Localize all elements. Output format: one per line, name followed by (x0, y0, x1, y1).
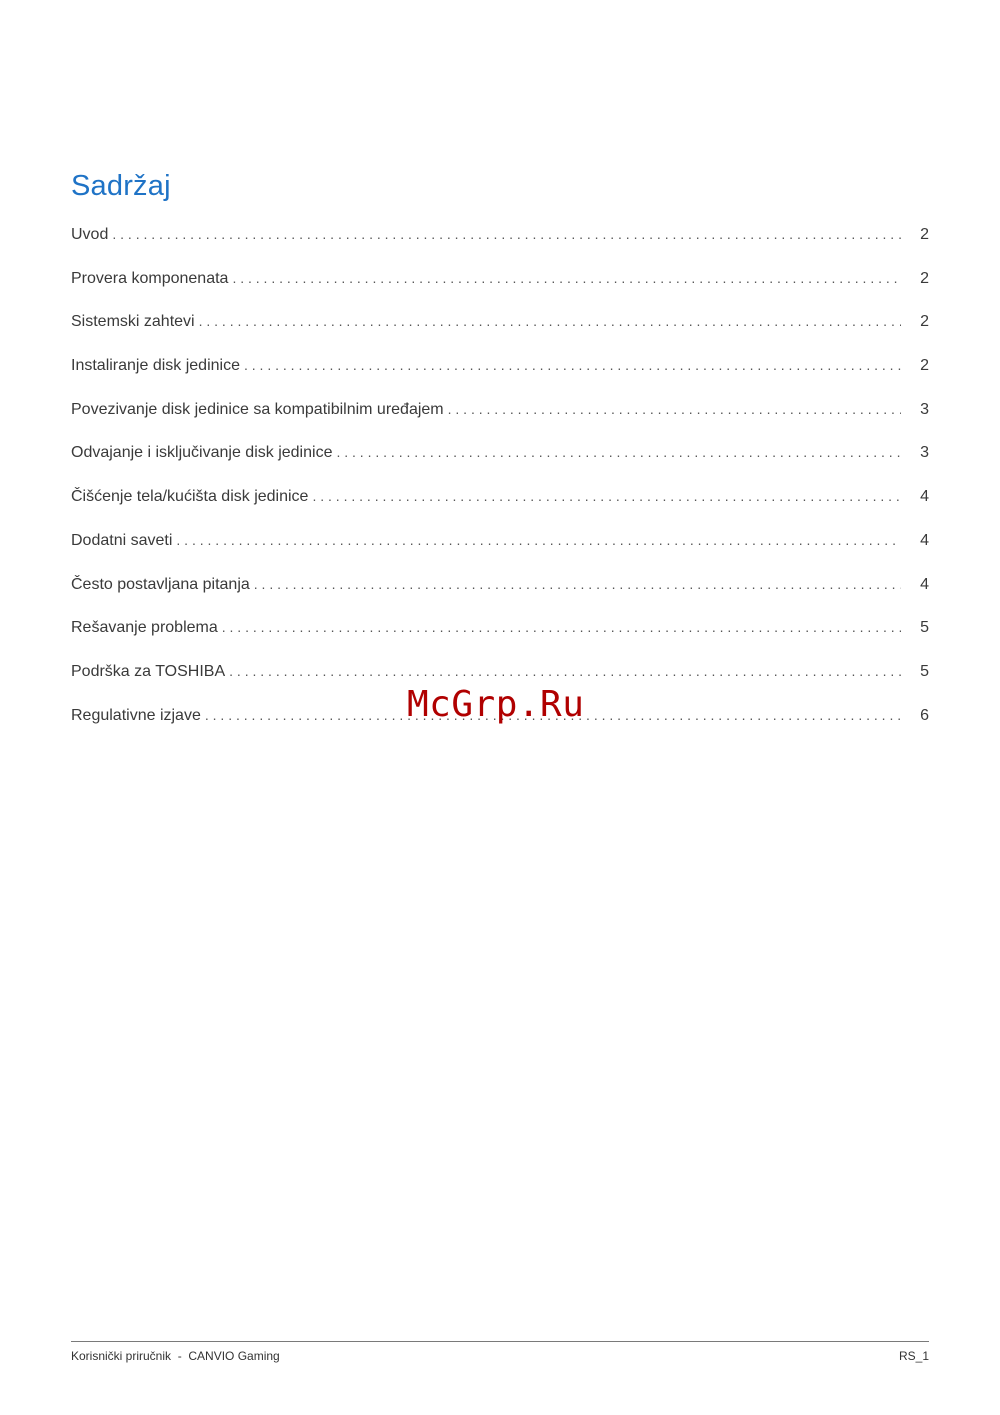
toc-entry-cesto-postavljana-pitanja[interactable] (71, 576, 929, 620)
toc-entry-label: Odvajanje i isključivanje disk jedinice (71, 444, 333, 462)
toc-page-number: 3 (920, 400, 929, 418)
toc-entry-dodatni-saveti[interactable] (71, 532, 929, 576)
toc-page-number: 5 (920, 619, 929, 637)
toc-entry-label: Provera komponenata (71, 269, 229, 287)
toc-page-number: 3 (920, 444, 929, 462)
toc-page-number: 6 (920, 706, 929, 724)
toc-entry-label: Rešavanje problema (71, 619, 218, 637)
toc-dot-leader (244, 357, 901, 373)
toc-entry-label: Čišćenje tela/kućišta disk jedinice (71, 488, 309, 506)
footer-document-title: Korisnički priručnik - CANVIO Gaming (71, 1349, 280, 1363)
toc-entry-label: Dodatni saveti (71, 531, 173, 549)
toc-dot-leader (336, 444, 901, 460)
toc-entry-uvod[interactable] (71, 226, 929, 270)
toc-entry-instaliranje[interactable] (71, 357, 929, 401)
toc-dot-leader (448, 401, 901, 417)
toc-entry-label: Podrška za TOSHIBA (71, 662, 226, 680)
toc-dot-leader (222, 619, 901, 635)
toc-page-number: 2 (920, 313, 929, 331)
toc-entry-povezivanje[interactable] (71, 401, 929, 445)
toc-page-number: 2 (920, 269, 929, 287)
toc-dot-leader (199, 313, 901, 329)
toc-entry-provera-komponenata[interactable] (71, 270, 929, 314)
toc-entry-resavanje-problema[interactable] (71, 619, 929, 663)
toc-page-number: 4 (920, 488, 929, 506)
toc-entry-label: Povezivanje disk jedinice sa kompatibilnim uređajem (71, 400, 444, 418)
toc-dot-leader (312, 488, 901, 504)
toc-dot-leader (112, 226, 901, 242)
toc-entry-label: Instaliranje disk jedinice (71, 357, 240, 375)
toc-entry-label: Uvod (71, 226, 109, 243)
toc-entry-sistemski-zahtevi[interactable] (71, 313, 929, 357)
toc-page-number: 4 (920, 531, 929, 549)
toc-entry-label: Često postavljana pitanja (71, 575, 250, 593)
toc-entry-label: Regulativne izjave (71, 706, 201, 724)
toc-entry-odvajanje[interactable] (71, 444, 929, 488)
table-of-contents (71, 226, 929, 750)
toc-dot-leader (176, 532, 901, 548)
watermark: McGrp.Ru (407, 684, 585, 725)
toc-dot-leader (232, 270, 901, 286)
toc-page-number: 2 (920, 357, 929, 375)
footer-page-number: RS_1 (898, 1349, 929, 1363)
toc-dot-leader (254, 576, 901, 592)
toc-dot-leader (229, 663, 901, 679)
footer-divider (71, 1341, 929, 1342)
toc-page-number: 5 (920, 662, 929, 680)
toc-page-number: 4 (920, 575, 929, 593)
page-title: Sadržaj (71, 170, 171, 202)
toc-entry-ciscenje[interactable] (71, 488, 929, 532)
toc-entry-label: Sistemski zahtevi (71, 313, 195, 331)
toc-page-number: 2 (920, 226, 929, 243)
